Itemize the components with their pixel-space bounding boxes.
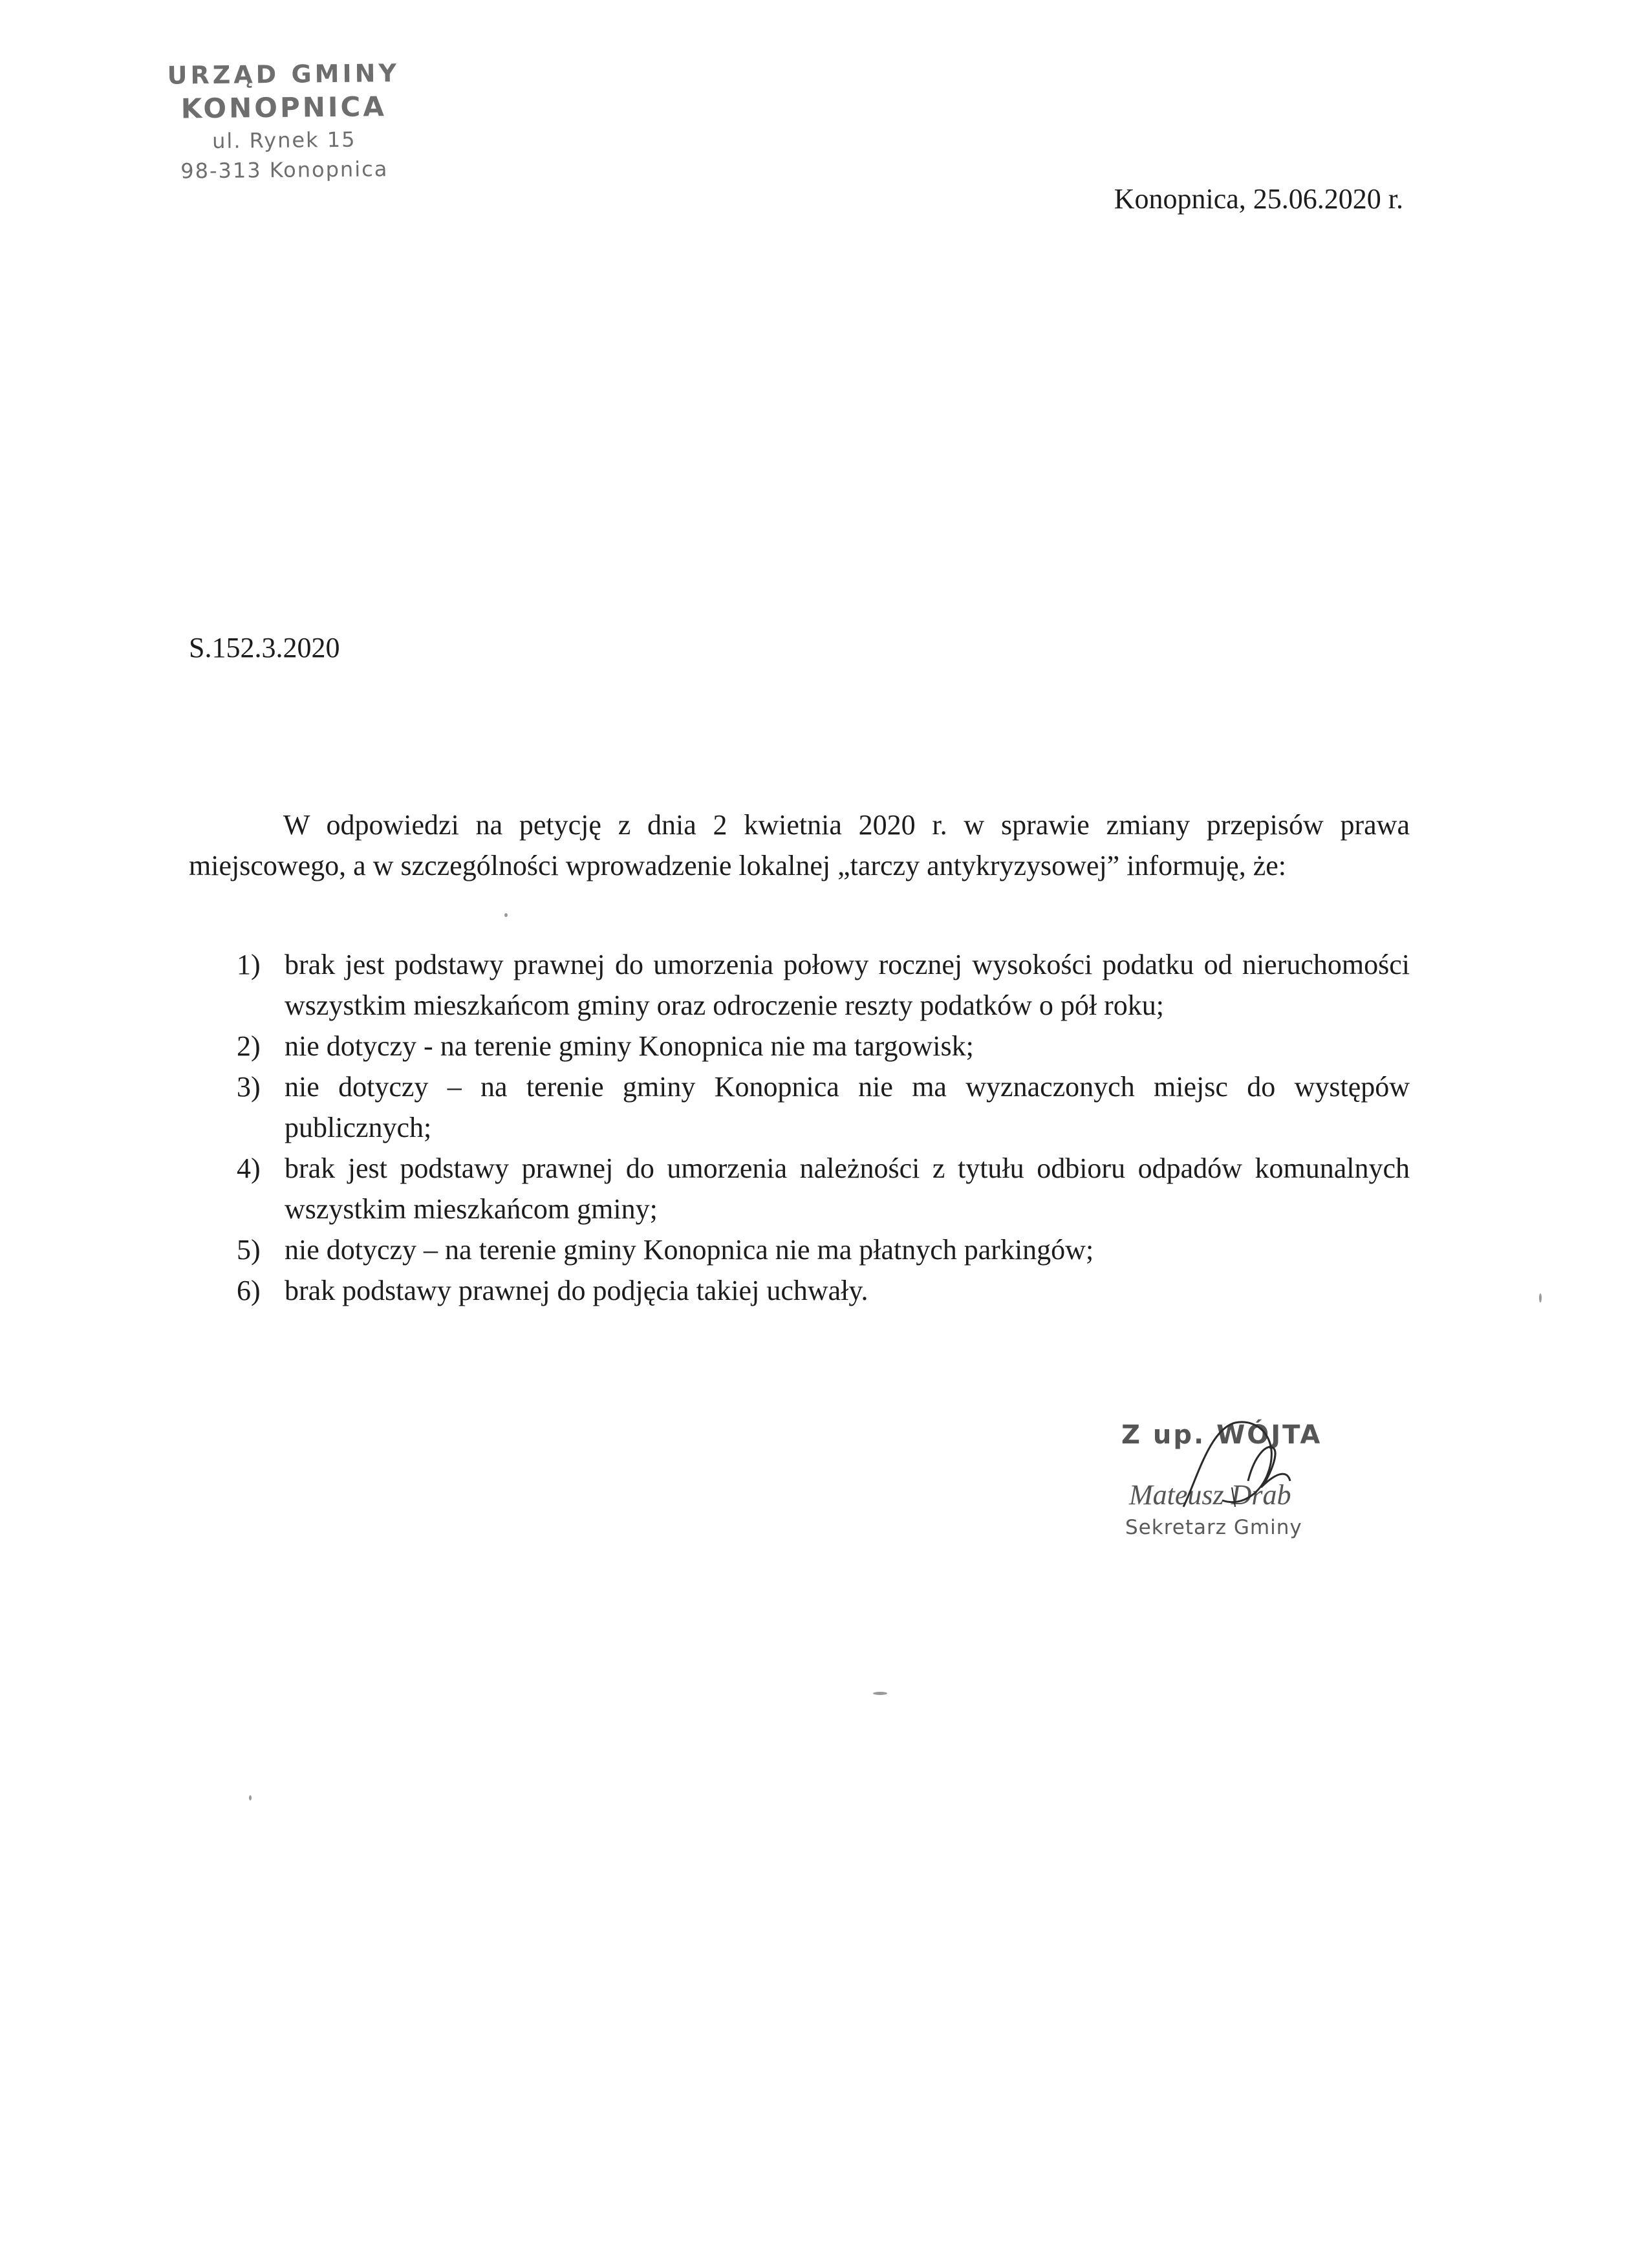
signatory-name: Mateusz Drab: [1129, 1479, 1291, 1511]
response-points-list: [220, 944, 1410, 1311]
list-item-number: 3): [237, 1071, 261, 1103]
stamp-office-name: URZĄD GMINY: [167, 58, 400, 90]
list-item-text: nie dotyczy - na terenie gminy Konopnica nie ma targowisk;: [285, 1030, 974, 1062]
stamp-municipality: KONOPNICA: [180, 91, 387, 125]
list-item: [220, 944, 1410, 1026]
list-item-number: 1): [237, 949, 261, 980]
list-item: [220, 1026, 1410, 1066]
list-item-number: 2): [237, 1030, 261, 1062]
handwritten-signature: [1170, 1403, 1313, 1526]
scan-speck: [873, 1692, 887, 1695]
list-item: [220, 1270, 1410, 1311]
list-item: [220, 1229, 1410, 1270]
list-item-text: brak podstawy prawnej do podjęcia takiej uchwały.: [285, 1275, 868, 1306]
signatory-role: Sekretarz Gminy: [1125, 1516, 1302, 1539]
list-item-number: 6): [237, 1275, 261, 1306]
list-item-number: 4): [237, 1152, 261, 1184]
scan-speck: [1539, 1293, 1542, 1302]
signature-authority: Z up. WÓJTA: [1121, 1420, 1322, 1450]
list-item-text: nie dotyczy – na terenie gminy Konopnica nie ma wyznaczonych miejsc do występów publicznych;: [285, 1071, 1410, 1143]
list-item-text: brak jest podstawy prawnej do umorzenia należności z tytułu odbioru odpadów komunalnych wszystkim mieszkańcom gminy;: [285, 1152, 1410, 1225]
intro-paragraph: W odpowiedzi na petycję z dnia 2 kwietnia 2020 r. w sprawie zmiany przepisów prawa miejscowego, a w szczególności wprowadzenie lokalnej „tarczy antykryzysowej” informuję, że:: [189, 809, 1410, 881]
list-item-text: nie dotyczy – na terenie gminy Konopnica nie ma płatnych parkingów;: [285, 1234, 1094, 1266]
scan-speck: [249, 1795, 252, 1800]
stamp-postal-city: 98-313 Konopnica: [180, 157, 389, 184]
stamp-street: ul. Rynek 15: [211, 127, 356, 153]
office-stamp: [147, 57, 420, 186]
signature-block: [1093, 1420, 1371, 1562]
place-and-date: Konopnica, 25.06.2020 r.: [1114, 183, 1403, 215]
list-item-number: 5): [237, 1234, 261, 1266]
reference-number: S.152.3.2020: [189, 632, 340, 664]
scan-speck: [504, 913, 508, 917]
list-item: [220, 1148, 1410, 1229]
list-item-text: brak jest podstawy prawnej do umorzenia połowy rocznej wysokości podatku od nieruchomości wszystkim mieszkańcom gminy oraz odroczenie reszty podatków o pół roku;: [285, 949, 1410, 1021]
list-item: [220, 1066, 1410, 1148]
